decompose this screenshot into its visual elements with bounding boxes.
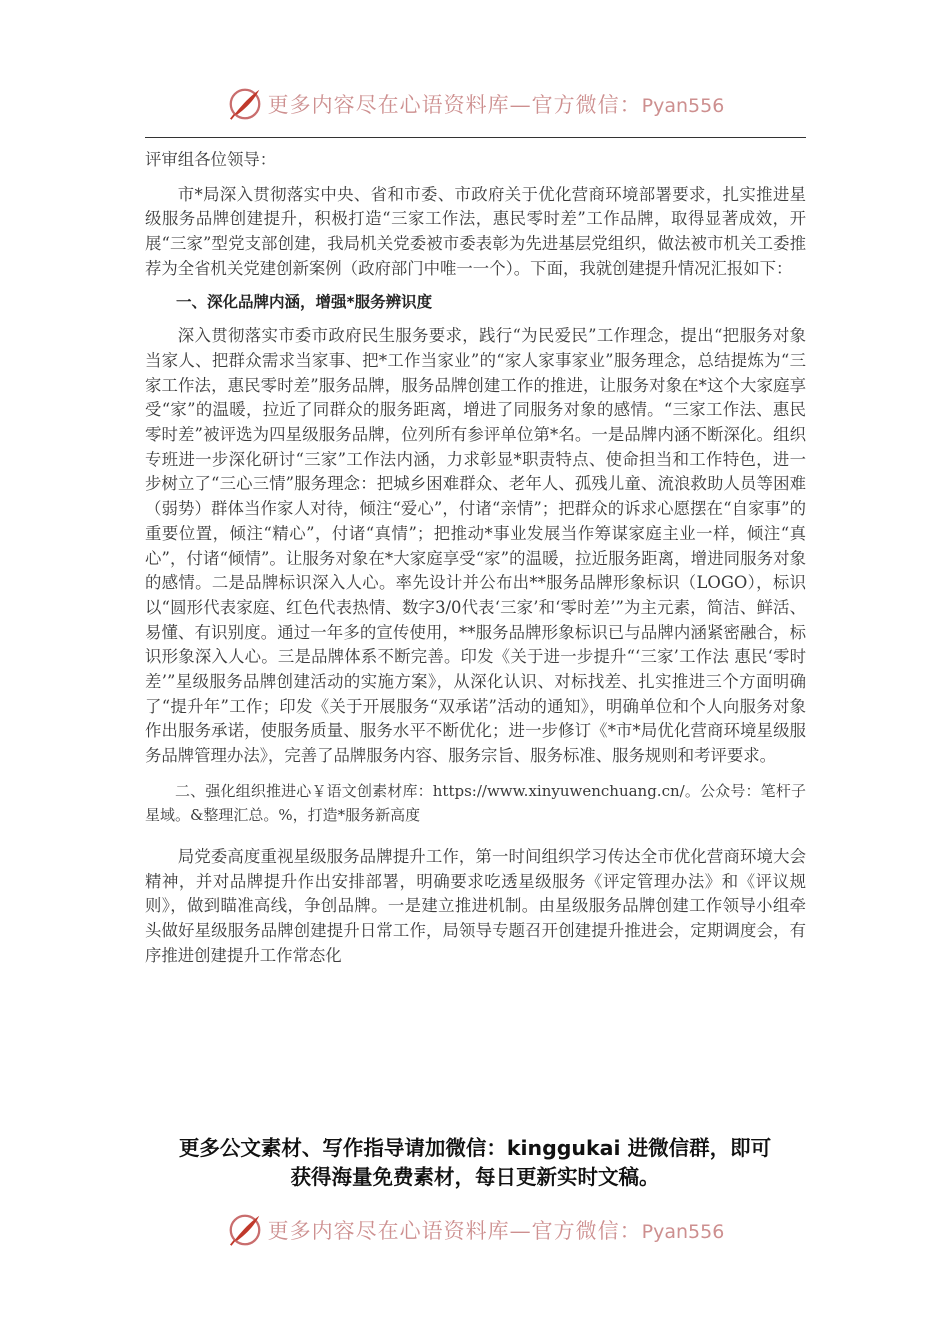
bottom-banner [0,1208,950,1252]
greeting: 评审组各位领导： [145,150,277,169]
top-banner [0,82,950,126]
intro-paragraph: 市*局深入贯彻落实中央、省和市委、市政府关于优化营商环境部署要求，扎实推进星级服务品牌创建提升，积极打造“三家工作法，惠民零时差”工作品牌，取得显著成效，开展“三家”型党支部创建，我局机关党委被市委表彰为先进基层党组织，做法被市机关工委推荐为全省机关党建创新案例（政府部门中唯一一个）。下面，我就创建提升情况汇报如下： [145,184,806,278]
promo-notice [0,1134,950,1192]
document-body [145,148,806,968]
banner-main-text: 更多内容尽在心语资料库—官方微信： [267,1219,642,1243]
section-1-paragraph: 深入贯彻落实市委市政府民生服务要求，践行“为民爱民”工作理念，提出“把服务对象当家人、把群众需求当家事、把*工作当家业”的“家人家事家业”服务理念，总结提炼为“三家工作法，惠民零时差”服务品牌，服务品牌创建工作的推进，让服务对象在*这个大家庭享受“家”的温暖，拉近了同群众的服务距离，增进了同服务对象的感情。“三家工作法、惠民零时差”被评选为四星级服务品牌，位列所有参评单位第*名。一是品牌内涵不断深化。组织专班进一步深化研讨“三家”工作法内涵，力求彰显*职责特点、使命担当和工作特色，进一步树立了“三心三情”服务理念：把城乡困难群众、老年人、孤残儿童、流浪救助人员等困难（弱势）群体当作家人对待，倾注“爱心”，付诸“亲情”；把群众的诉求心愿摆在“自家事”的重要位置，倾注“精心”，付诸“真情”；把推动*事业发展当作筹谋家庭主业一样，倾注“真心”，付诸“倾情”。让服务对象在*大家庭享受“家”的温暖，拉近服务距离，增进同服务对象的感情。二是品牌标识深入人心。率先设计并公布出**服务品牌形象标识（LOGO），标识以“圆形代表家庭、红色代表热情、数字3/0代表‘三家’和‘零时差’”为主元素，简洁、鲜活、易懂、有识别度。通过一年多的宣传使用，**服务品牌形象标识已与品牌内涵紧密融合，标识形象深入人心。三是品牌体系不断完善。印发《关于进一步提升“‘三家’工作法 惠民‘零时差’”星级服务品牌创建活动的实施方案》，从深化认识、对标找差、扎实推进三个方面明确了“提升年”工作；印发《关于开展服务“双承诺”活动的通知》，明确单位和个人向服务对象作出服务承诺，使服务质量、服务水平不断优化；进一步修订《*市*局优化营商环境星级服务品牌管理办法》，完善了品牌服务内容、服务宗旨、服务标准、服务规则和考评要求。 [145,326,806,766]
section-heading-1: 一、深化品牌内涵，增强*服务辨识度 [176,292,433,311]
section-heading-2: 二、强化组织推进心￥语文创素材库：https://www.xinyuwenchuang.cn/。公众号：笔杆子星域。&整理汇总。%，打造*服务新高度 [145,781,806,824]
promo-line-1: 更多公文素材、写作指导请加微信：kinggukai 进微信群，即可 [178,1136,772,1160]
header-divider [145,137,806,138]
banner-main-text: 更多内容尽在心语资料库—官方微信： [267,93,642,117]
banner-handle: Pyan556 [641,1221,725,1243]
banner-text [268,89,725,119]
quill-logo-icon [226,85,264,123]
banner-handle: Pyan556 [641,95,725,117]
promo-line-2: 获得海量免费素材，每日更新实时文稿。 [290,1165,660,1189]
quill-logo-icon [226,1211,264,1249]
section-2-paragraph: 局党委高度重视星级服务品牌提升工作，第一时间组织学习传达全市优化营商环境大会精神，并对品牌提升作出安排部署，明确要求吃透星级服务《评定管理办法》和《评议规则》，做到瞄准高线，争创品牌。一是建立推进机制。由星级服务品牌创建工作领导小组牵头做好星级服务品牌创建提升日常工作，局领导专题召开创建提升推进会，定期调度会，有序推进创建提升工作常态化 [145,846,806,965]
banner-text [268,1215,725,1245]
